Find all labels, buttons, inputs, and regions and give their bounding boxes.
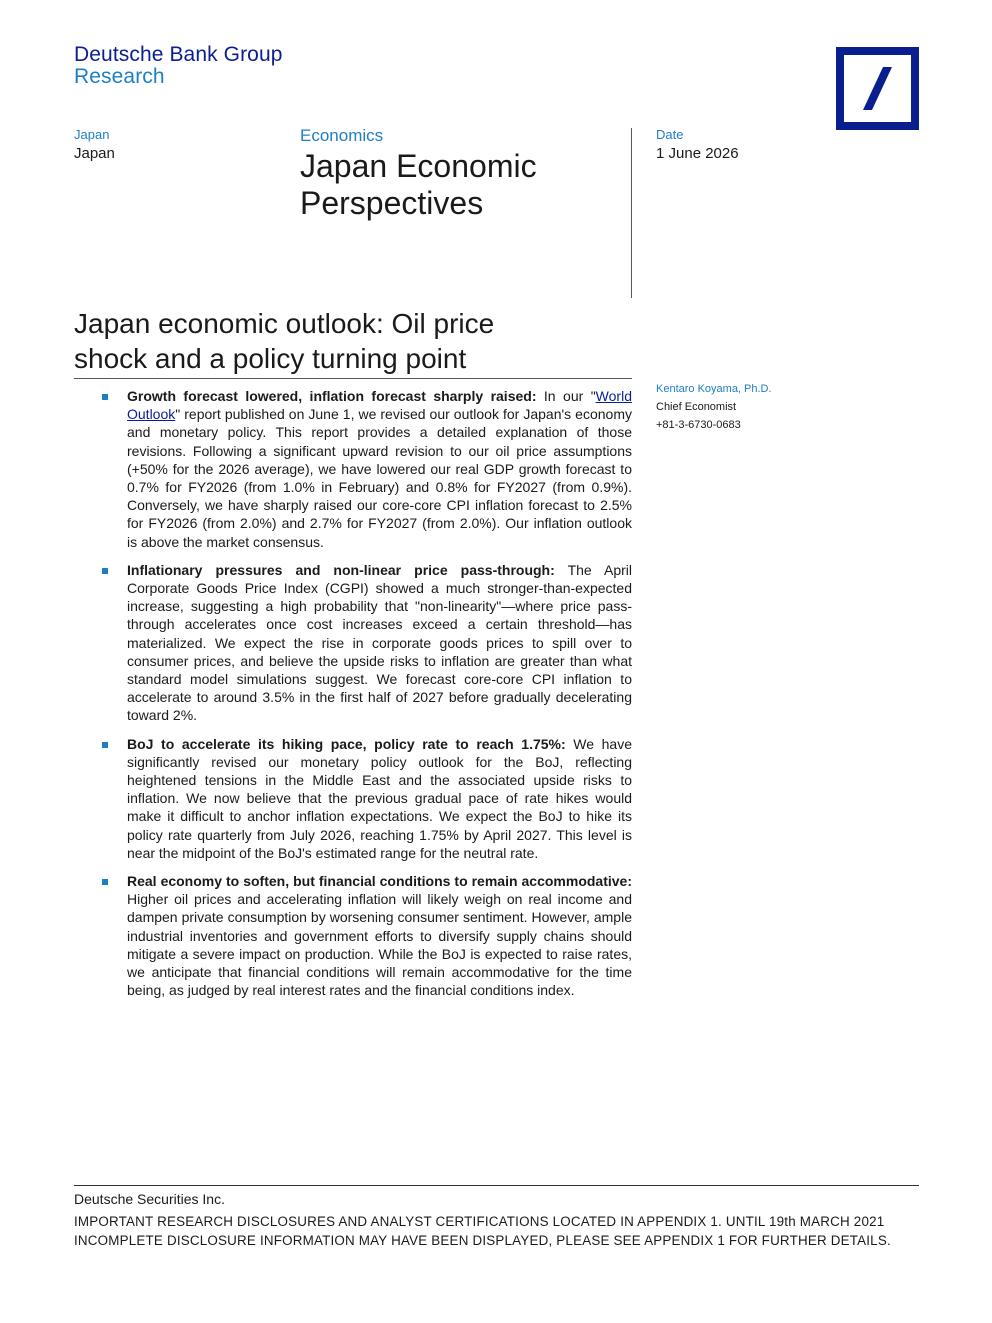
region-label: Japan bbox=[74, 127, 110, 142]
header-divider bbox=[631, 128, 632, 298]
headline-line-1: Japan economic outlook: Oil price bbox=[74, 308, 495, 339]
key-point-text: Higher oil prices and accelerating inflation will likely weigh on real income and dampen private consumption by worsening consumer sentiment. However, ample industrial inventories and government efforts to diversify supply chains should mitigate a severe impact on production. While the BoJ is expected to raise rates, we anticipate that financial conditions will remain accommodative for the time being, as judged by real interest rates and the financial conditions index. bbox=[127, 891, 632, 999]
brand-line-1: Deutsche Bank Group bbox=[74, 43, 283, 66]
region-value: Japan bbox=[74, 145, 115, 162]
footer-divider bbox=[74, 1185, 919, 1186]
key-point-heading: Growth forecast lowered, inflation forecast sharply raised: bbox=[127, 388, 537, 404]
logo-slash-icon bbox=[836, 47, 919, 130]
series-title bbox=[300, 148, 537, 222]
key-point-heading: BoJ to accelerate its hiking pace, policy rate to reach 1.75%: bbox=[127, 735, 566, 752]
report-headline bbox=[74, 306, 634, 376]
author-name[interactable]: Kentaro Koyama, Ph.D. bbox=[656, 383, 772, 395]
key-point-text: We have significantly revised our monetary policy outlook for the BoJ, reflecting heightened tensions in the Middle East and the associated upside risks to inflation. We now believe that the previous gradual pace of rate hikes would make it difficult to anchor inflation expectations. We expect the BoJ to hike its policy rate quarterly from July 2026, reaching 1.75% by April 2027. This level is near the midpoint of the BoJ's estimated range for the neutral rate. bbox=[127, 735, 632, 861]
key-point bbox=[100, 735, 632, 862]
key-point bbox=[100, 387, 632, 551]
series-title-line-2: Perspectives bbox=[300, 185, 484, 221]
key-points-list bbox=[100, 387, 632, 1010]
headline-divider bbox=[74, 378, 632, 379]
key-point-text-pre: In our " bbox=[536, 388, 596, 404]
footer-disclosure: IMPORTANT RESEARCH DISCLOSURES AND ANALYST CERTIFICATIONS LOCATED IN APPENDIX 1. UNTIL 19th MARCH 2021 INCOMPLETE DISCLOSURE INFORMATION MAY HAVE BEEN DISPLAYED, PLEASE SEE APPENDIX 1 FOR FURTHER DETAILS. bbox=[74, 1214, 891, 1248]
footer-company: Deutsche Securities Inc. bbox=[74, 1191, 225, 1207]
key-point-heading: Real economy to soften, but financial conditions to remain accommodative: bbox=[127, 873, 632, 890]
series-label: Economics bbox=[300, 126, 384, 145]
author-phone: +81-3-6730-0683 bbox=[656, 419, 741, 431]
key-point-text: " report published on June 1, we revised our outlook for Japan's economy and monetary policy. This report provides a detailed explanation of those revisions. Following a significant upward revision to our oil price assumptions (+50% for the 2026 average), we have lowered our real GDP growth forecast to 0.7% for FY2026 (from 1.0% in February) and 0.8% for FY2027 (from 0.9%). Conversely, we have sharply raised our core-core CPI inflation forecast to 2.5% for FY2026 (from 2.0%) and 2.7% for FY2027 (from 2.0%). Our inflation outlook is above the market consensus. bbox=[127, 406, 632, 550]
key-point-text: The April Corporate Goods Price Index (CGPI) showed a much stronger-than-expected increase, suggesting a high probability that "non-linearity"—where price pass-through accelerates once cost increases exceed a certain threshold—has materialized. We expect the rise in corporate goods prices to spill over to consumer prices, and believe the upside risks to inflation are greater than what standard model simulations suggest. We forecast core-core CPI inflation to accelerate to around 3.5% in the first half of 2027 before gradually decelerating toward 2%. bbox=[127, 561, 632, 724]
date-label: Date bbox=[656, 127, 684, 142]
author-title: Chief Economist bbox=[656, 401, 737, 413]
bullet-square-icon bbox=[102, 879, 108, 885]
key-point bbox=[100, 561, 632, 725]
key-point bbox=[100, 872, 632, 999]
brand-line-2: Research bbox=[74, 65, 165, 88]
headline-line-2: shock and a policy turning point bbox=[74, 343, 467, 374]
series-title-line-1: Japan Economic bbox=[300, 148, 537, 184]
brand-name bbox=[74, 44, 283, 88]
bullet-square-icon bbox=[102, 394, 108, 400]
author-block bbox=[656, 380, 772, 434]
date-value: 1 June 2026 bbox=[656, 145, 739, 162]
world-outlook-link[interactable]: World Outlook bbox=[127, 388, 632, 423]
deutsche-bank-logo bbox=[836, 47, 919, 130]
key-point-heading: Inflationary pressures and non-linear price pass-through: bbox=[127, 561, 555, 578]
bullet-square-icon bbox=[102, 742, 108, 748]
bullet-square-icon bbox=[102, 568, 108, 574]
